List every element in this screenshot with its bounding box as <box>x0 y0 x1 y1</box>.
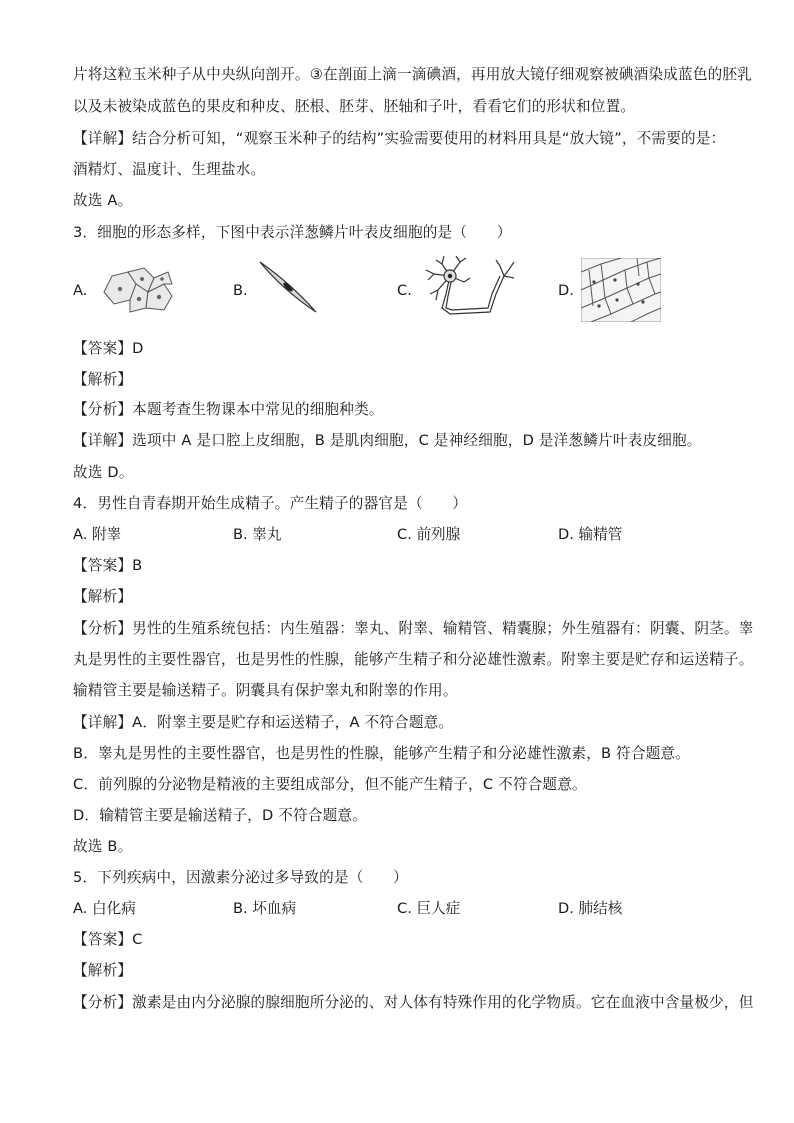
analysis-line: 【分析】男性的生殖系统包括：内生殖器：睾丸、附睾、输精管、精囊腺；外生殖器有：阴囊、阴茎。睾 <box>73 620 754 637</box>
q5-option-a: A. 白化病 <box>73 900 136 917</box>
q4-option-c: C. 前列腺 <box>397 526 461 543</box>
detail-line: D．输精管主要是输送精子，D 不符合题意。 <box>73 807 368 824</box>
analysis-heading: 【解析】 <box>73 588 133 605</box>
answer-line: 【答案】D <box>73 340 144 357</box>
answer-line: 【答案】B <box>73 557 143 574</box>
select-line: 故选 B。 <box>73 838 133 855</box>
nerve-cell-figure <box>420 254 520 320</box>
q3-option-a-label: A. <box>73 282 88 299</box>
q3-option-d-label: D. <box>558 282 574 299</box>
q5-option-b: B. 坏血病 <box>233 900 297 917</box>
question-4: 4．男性自青春期开始生成精子。产生精子的器官是（ ） <box>73 495 468 512</box>
q3-option-b-label: B. <box>233 282 248 299</box>
q5-option-c: C. 巨人症 <box>397 900 461 917</box>
select-line: 故选 D。 <box>73 464 134 481</box>
q4-option-d: D. 输精管 <box>558 526 623 543</box>
muscle-cell-figure <box>256 258 320 316</box>
detail-line: C．前列腺的分泌物是精液的主要组成部分，但不能产生精子，C 不符合题意。 <box>73 776 587 793</box>
detail-line: 【详解】结合分析可知，“观察玉米种子的结构”实验需要使用的材料用具是“放大镜”，不需要的是： <box>73 130 726 147</box>
answer-line: 【答案】C <box>73 931 143 948</box>
q5-option-d: D. 肺结核 <box>558 900 623 917</box>
question-3: 3．细胞的形态多样，下图中表示洋葱鳞片叶表皮细胞的是（ ） <box>73 224 512 241</box>
cheek-cell-figure <box>98 262 176 318</box>
detail-line: 【详解】A．附睾主要是贮存和运送精子，A 不符合题意。 <box>73 714 454 731</box>
q4-option-b: B. 睾丸 <box>233 526 282 543</box>
analysis-line: 输精管主要是输送精子。阴囊具有保护睾丸和附睾的作用。 <box>73 682 458 699</box>
q3-option-c-label: C. <box>397 282 412 299</box>
select-line: 故选 A。 <box>73 192 133 209</box>
text-line: 以及未被染成蓝色的果皮和种皮、胚根、胚芽、胚轴和子叶，看看它们的形状和位置。 <box>73 98 636 115</box>
q4-option-a: A. 附睾 <box>73 526 122 543</box>
analysis-heading: 【解析】 <box>73 962 133 979</box>
analysis-line: 【分析】激素是由内分泌腺的腺细胞所分泌的、对人体有特殊作用的化学物质。它在血液中含量极少，但 <box>73 994 754 1011</box>
question-5: 5．下列疾病中，因激素分泌过多导致的是（ ） <box>73 869 408 886</box>
onion-epidermis-figure <box>581 258 661 322</box>
text-line: 片将这粒玉米种子从中央纵向剖开。③在剖面上滴一滴碘酒，再用放大镜仔细观察被碘酒染成蓝色的胚乳 <box>73 66 753 83</box>
detail-line: 【详解】选项中 A 是口腔上皮细胞，B 是肌肉细胞，C 是神经细胞，D 是洋葱鳞片叶表皮细胞。 <box>73 432 702 449</box>
detail-line: B．睾丸是男性的主要性器官，也是男性的性腺，能够产生精子和分泌雄性激素，B 符合题意。 <box>73 745 691 762</box>
analysis-heading: 【解析】 <box>73 371 133 388</box>
analysis-line: 【分析】本题考查生物课本中常见的细胞种类。 <box>73 401 384 418</box>
text-line: 酒精灯、温度计、生理盐水。 <box>73 161 266 178</box>
analysis-line: 丸是男性的主要性器官，也是男性的性腺，能够产生精子和分泌雄性激素。附睾主要是贮存和运送精子。 <box>73 651 754 668</box>
